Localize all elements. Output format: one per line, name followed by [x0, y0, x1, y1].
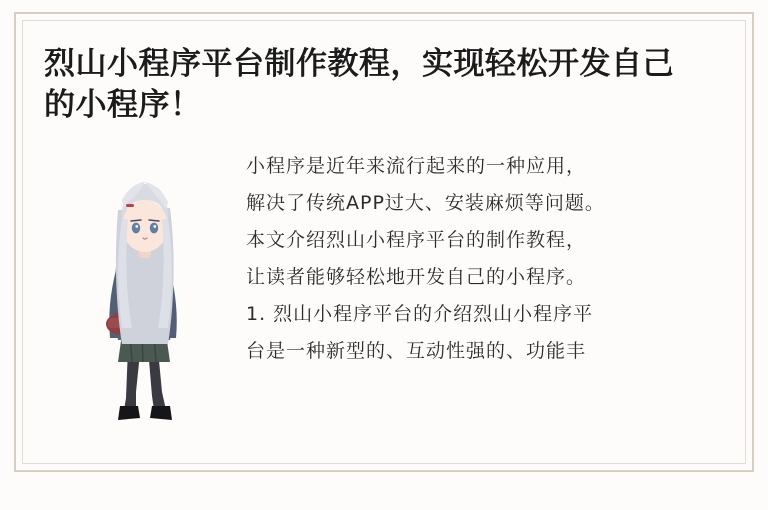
card-content: [34, 32, 734, 454]
article-text: [246, 148, 716, 370]
article-paragraph-4: 让读者能够轻松地开发自己的小程序。: [246, 265, 587, 288]
article-paragraph-6: 台是一种新型的、互动性强的、功能丰: [246, 340, 587, 363]
article-paragraph-5: 1. 烈山小程序平台的介绍烈山小程序平: [246, 303, 594, 325]
article-paragraph-1: 小程序是近年来流行起来的一种应用，: [246, 154, 587, 177]
body-area: [34, 148, 734, 438]
page-title: 烈山小程序平台制作教程，实现轻松开发自己的小程序！: [44, 46, 674, 123]
article-paragraph-2: 解决了传统APP过大、安装麻烦等问题。: [246, 191, 605, 214]
article-paragraph-3: 本文介绍烈山小程序平台的制作教程，: [246, 228, 587, 251]
anime-girl-illustration: [70, 148, 220, 438]
